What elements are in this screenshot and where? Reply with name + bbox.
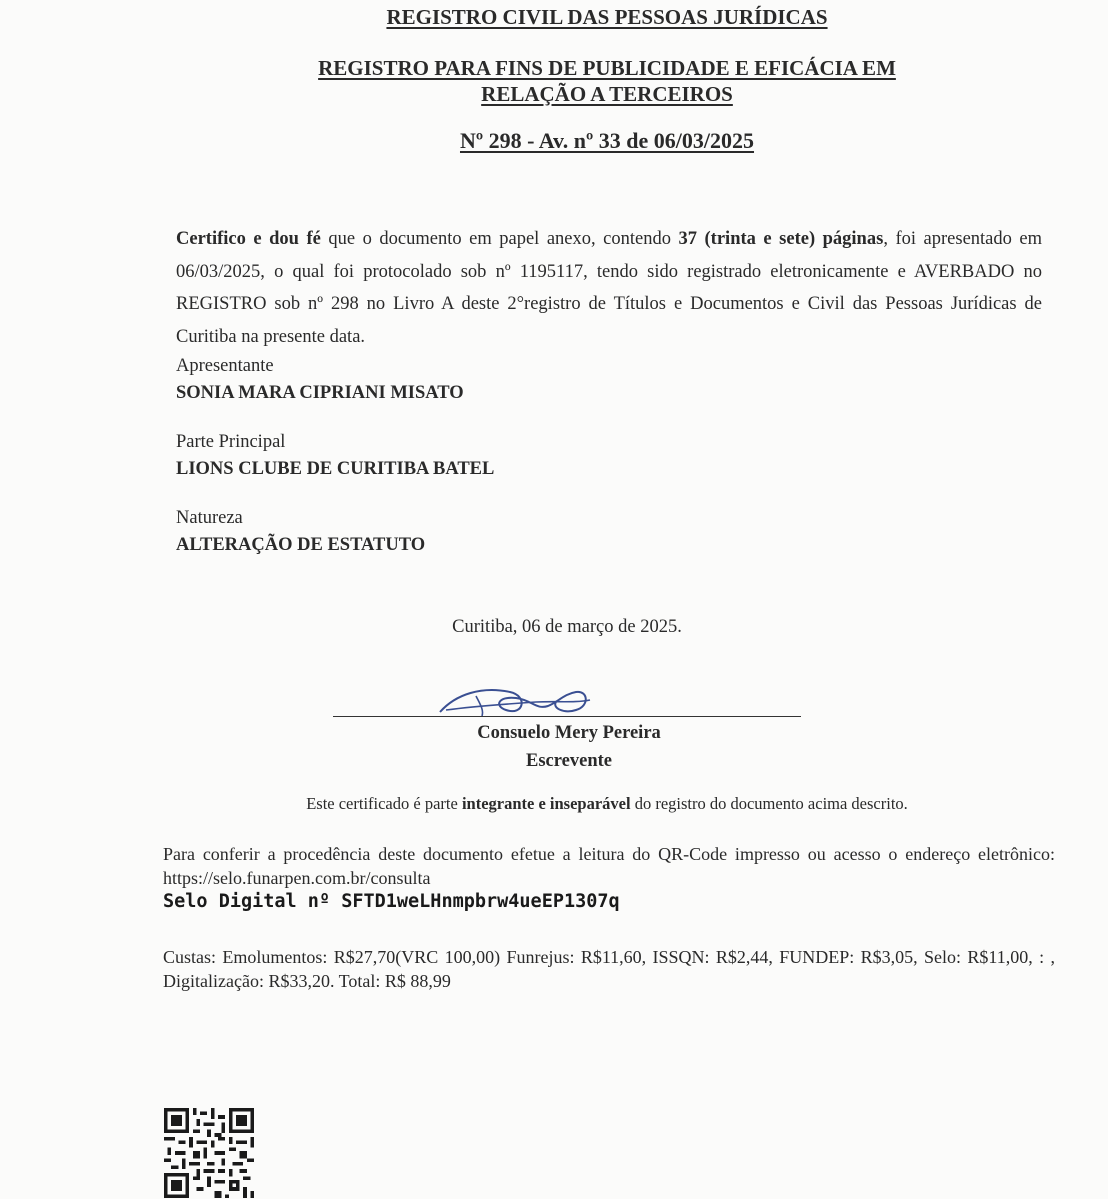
signature-line [333,716,801,717]
certificate-pages: 37 (trinta e sete) páginas [678,229,884,249]
certificate-note [0,794,1108,814]
registration-number: Nº 298 - Av. nº 33 de 06/03/2025 [459,128,755,153]
fees-breakdown: Custas: Emolumentos: R$27,70(VRC 100,00) Funrejus: R$11,60, ISSQN: R$2,44, FUNDEP: R$3,05, Selo: R$11,00, : , Digitalização: R$33,20. Total: R$ 88,99 [163,947,1055,991]
signer-role: Escrevente [526,751,612,771]
digital-seal: Selo Digital nº SFTD1weLHnmpbrw4ueEP1307q [163,891,620,912]
party-value: LIONS CLUBE DE CURITIBA BATEL [176,459,495,479]
presenter-label: Apresentante [176,356,274,376]
place-date: Curitiba, 06 de março de 2025. [452,617,682,637]
presenter-value: SONIA MARA CIPRIANI MISATO [176,383,464,403]
header-title-line2 [0,55,1108,107]
certificate-lead: Certifico e dou fé [176,229,321,249]
certificate-text-2: , foi apresentado em 06/03/2025, o qual foi protocolado sob nº 1195117, tendo sido registrado eletronicamente e AVERBADO no REGISTRO sob nº 298 no Livro A deste 2°registro de Títulos e Documentos e Civil das Pessoas Jurídicas de Curitiba na presente data. [176,229,1043,347]
party-label: Parte Principal [176,432,286,452]
certificate-paragraph [176,223,1042,353]
note-bold: integrante e inseparável [461,794,631,813]
certificate-text-1: que o documento em papel anexo, contendo [320,229,679,249]
header-title-line2b: RELAÇÃO A TERCEIROS [481,82,733,106]
note-text-2: do registro do documento acima descrito. [630,794,908,813]
verification-instructions: Para conferir a procedência deste documento efetue a leitura do QR-Code impresso ou acesso o endereço eletrônico: https://selo.funarpen.com.br/consulta [163,844,1055,888]
note-text-1: Este certificado é parte [306,794,462,813]
nature-value: ALTERAÇÃO DE ESTATUTO [176,535,426,555]
header-title-line2a: REGISTRO PARA FINS DE PUBLICIDADE E EFICÁCIA EM [318,56,896,80]
signer-name: Consuelo Mery Pereira [477,723,661,743]
qr-code [164,1107,254,1199]
header-title-line1: REGISTRO CIVIL DAS PESSOAS JURÍDICAS [386,5,828,29]
nature-label: Natureza [176,508,243,528]
